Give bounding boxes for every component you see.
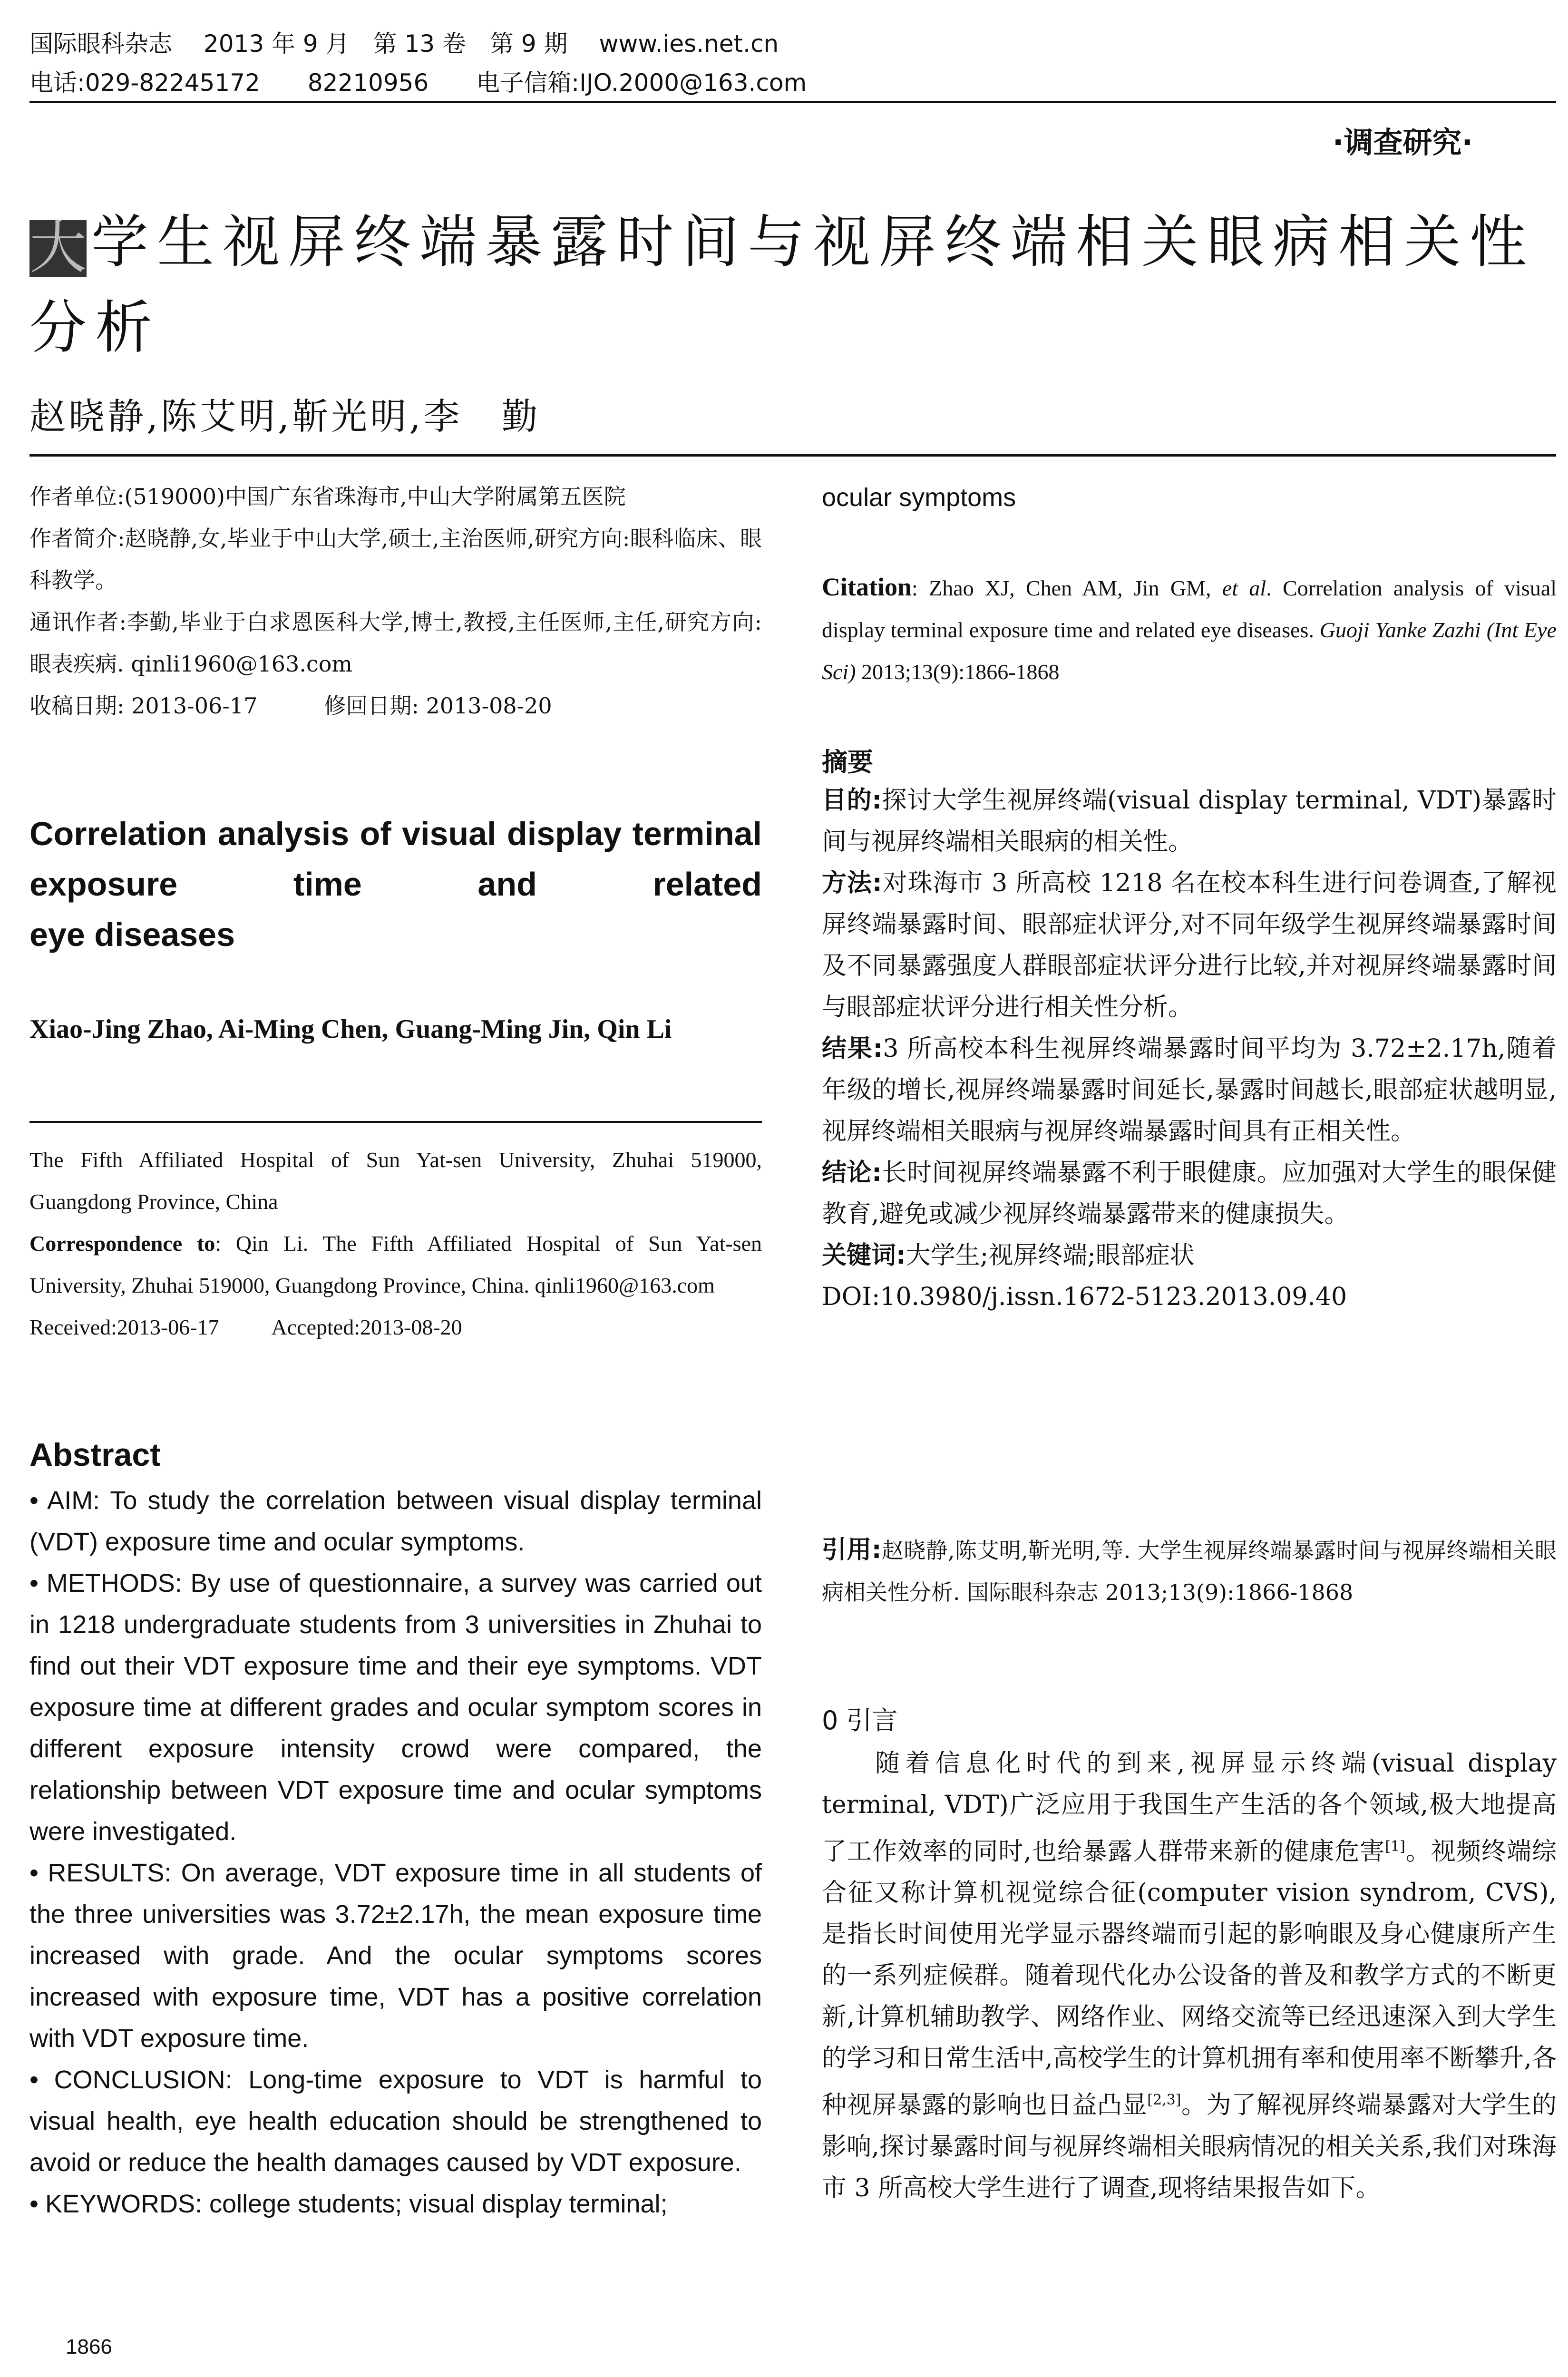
- abstract-cn-methods-text: 对珠海市 3 所高校 1218 名在校本科生进行问卷调查,了解视屏终端暴露时间、眼部症状评分,对不同年级学生视屏终端暴露时间及不同暴露强度人群眼部症状评分进行比较,并对视屏终端暴露时间与眼部症状评分进行相关性分析。: [822, 869, 1557, 1022]
- abstract-methods-text: METHODS: By use of questionnaire, a survey was carried out in 1218 undergraduate students from 3 universities in Zhuhai to find out their VDT exposure time and their eye symptoms. VDT exposure time at different grades and ocular symptom scores in different exposure intensity crowd were compared, the relationship between VDT exposure time and ocular symptoms were investigated.: [29, 1569, 762, 1846]
- journal-header-line1: 国际眼科杂志 2013 年 9 月 第 13 卷 第 9 期 www.ies.net.cn: [29, 30, 779, 58]
- citation-label: Citation: [822, 573, 912, 601]
- title-drop-char: 大: [29, 215, 87, 281]
- citation-text2: . Correlation analysis of visual display terminal exposure time and related eye diseases.: [822, 576, 1557, 642]
- dates-cn: [29, 685, 762, 727]
- ref-1: [1]: [1385, 1838, 1405, 1855]
- abstract-cn-conclusion-label: 结论:: [822, 1159, 882, 1187]
- abstract-heading: Abstract: [29, 1437, 161, 1473]
- citation-cn-label: 引用:: [822, 1536, 882, 1564]
- english-title-last: eye diseases: [29, 916, 235, 953]
- abstract-results: • RESULTS: On average, VDT exposure time in all students of the three universities was 3.72±2.17h, the mean exposure time increased with grade. And the ocular symptoms scores increased with exposure time, VDT has a positive correlation with VDT exposure time.: [29, 1859, 762, 2053]
- authors-chinese: 赵晓静,陈艾明,靳光明,李 勤: [29, 395, 541, 438]
- abstract-aim: • AIM: To study the correlation between visual display terminal (VDT) exposure time and ocular symptoms.: [29, 1486, 762, 1556]
- english-authors: Xiao-Jing Zhao, Ai-Ming Chen, Guang-Ming Jin, Qin Li: [29, 1014, 672, 1044]
- abstract-cn-aim-text: 探讨大学生视屏终端(visual display terminal, VDT)暴露时间与视屏终端相关眼病的相关性。: [822, 786, 1557, 856]
- intro-text1: 随着信息化时代的到来,视屏显示终端(visual display terminal, VDT)广泛应用于我国生产生活的各个领域,极大地提高了工作效率的同时,也给暴露人群带来新的健康危害: [822, 1749, 1557, 1866]
- title-rule: [29, 454, 1556, 457]
- author-info-cn: [29, 476, 762, 727]
- english-title-main: Correlation analysis of visual display terminal exposure time and related: [29, 815, 762, 903]
- citation-cn: [822, 1529, 1557, 1613]
- correspondence-label: Correspondence to: [29, 1231, 215, 1256]
- abstract-chinese: [822, 780, 1557, 1318]
- english-correspondence: [29, 1223, 762, 1306]
- intro-text3: 。为了解视屏终端暴露对大学生的影响,探讨暴露时间与视屏终端相关眼病情况的相关关系,我们对珠海市 3 所高校大学生进行了调查,现将结果报告如下。: [822, 2091, 1557, 2202]
- abstract-keywords-text: KEYWORDS: college students; visual display terminal;: [45, 2190, 668, 2218]
- revised-date-cn: 修回日期: 2013-08-20: [324, 693, 552, 719]
- abstract-english: [29, 1480, 762, 2225]
- abstract-cn-conclusion-text: 长时间视屏终端暴露不利于眼健康。应加强对大学生的眼保健教育,避免或减少视屏终端暴露带来的健康损失。: [822, 1159, 1557, 1228]
- abstract-cn-keywords-label: 关键词:: [822, 1241, 906, 1270]
- corresponding-author: 通讯作者:李勤,毕业于白求恩医科大学,博士,教授,主任医师,主任,研究方向:眼表疾病. qinli1960@163.com: [29, 609, 762, 677]
- citation-text3: 2013;13(9):1866-1868: [856, 660, 1060, 684]
- english-affiliation: The Fifth Affiliated Hospital of Sun Yat-sen University, Zhuhai 519000, Guangdong Province, China: [29, 1148, 762, 1214]
- english-title: [29, 809, 762, 960]
- intro-paragraph: [822, 1743, 1557, 2209]
- page-number: 1866: [66, 2335, 112, 2358]
- abstract-cn-results-text: 3 所高校本科生视屏终端暴露时间平均为 3.72±2.17h,随着年级的增长,视屏终端暴露时间延长,暴露时间越长,眼部症状越明显,视屏终端相关眼病与视屏终端暴露时间具有正相关性。: [822, 1034, 1557, 1146]
- english-authors-rule: [29, 1121, 762, 1123]
- citation-journal: Guoji Yanke Zazhi (Int Eye Sci): [822, 618, 1557, 684]
- ref-2-3: [2,3]: [1147, 2092, 1181, 2109]
- author-unit: 作者单位:(519000)中国广东省珠海市,中山大学附属第五医院: [29, 484, 626, 509]
- citation-text1: : Zhao XJ, Chen AM, Jin GM,: [912, 576, 1222, 600]
- citation-en: [822, 566, 1557, 693]
- section-tag: ·调查研究·: [1332, 125, 1473, 160]
- header-rule: [29, 101, 1556, 103]
- keywords-continued: ocular symptoms: [822, 483, 1016, 512]
- english-dates: [29, 1306, 762, 1348]
- abstract-cn-methods-label: 方法:: [822, 869, 882, 897]
- article-title: [29, 200, 1556, 371]
- abstract-conclusion-text: CONCLUSION: Long-time exposure to VDT is harmful to visual health, eye health education should be strengthened to avoid or reduce the health damages caused by VDT exposure.: [29, 2065, 762, 2177]
- received-date-en: Received:2013-06-17: [29, 1315, 219, 1339]
- abstract-results-text: RESULTS: On average, VDT exposure time in all students of the three universities was 3.72±2.17h, the mean exposure time increased with grade. And the ocular symptoms scores increased with exposure time, VDT has a positive correlation with VDT exposure time.: [29, 1859, 762, 2053]
- intro-heading: 0 引言: [822, 1705, 898, 1735]
- citation-etal: et al: [1222, 576, 1266, 600]
- received-date-cn: 收稿日期: 2013-06-17: [29, 693, 258, 719]
- english-author-info: [29, 1139, 762, 1348]
- correspondence-text: : Qin Li. The Fifth Affiliated Hospital of Sun Yat-sen University, Zhuhai 519000, Guangdong Province, China. qinli1960@163.com: [29, 1231, 762, 1297]
- abstract-conclusion: • CONCLUSION: Long-time exposure to VDT is harmful to visual health, eye health education should be strengthened to avoid or reduce the health damages caused by VDT exposure.: [29, 2065, 762, 2177]
- abstract-cn-heading: 摘要: [822, 747, 873, 777]
- accepted-date-en: Accepted:2013-08-20: [271, 1315, 462, 1339]
- abstract-cn-conclusion: [822, 1152, 1557, 1235]
- abstract-cn-aim: [822, 780, 1557, 863]
- abstract-aim-text: AIM: To study the correlation between visual display terminal (VDT) exposure time and ocular symptoms.: [29, 1486, 762, 1556]
- journal-header-line2: 电话:029-82245172 82210956 电子信箱:IJO.2000@163.com: [29, 69, 807, 97]
- intro-text2: 。视频终端综合征又称计算机视觉综合征(computer vision syndrom, CVS),是指长时间使用光学显示器终端而引起的影响眼及身心健康所产生的一系列症候群。随着现代化办公设备的普及和教学方式的不断更新,计算机辅助教学、网络作业、网络交流等已经迅速深入到大学生的学习和日常生活中,高校学生的计算机拥有率和使用率不断攀升,各种视屏暴露的影响也日益凸显: [822, 1837, 1557, 2120]
- citation-cn-text: 赵晓静,陈艾明,靳光明,等. 大学生视屏终端暴露时间与视屏终端相关眼病相关性分析. 国际眼科杂志 2013;13(9):1866-1868: [822, 1538, 1557, 1605]
- author-bio: 作者简介:赵晓静,女,毕业于中山大学,硕士,主治医师,研究方向:眼科临床、眼科教学。: [29, 526, 762, 593]
- doi: DOI:10.3980/j.issn.1672-5123.2013.09.40: [822, 1283, 1347, 1311]
- abstract-keywords: • KEYWORDS: college students; visual display terminal;: [29, 2190, 668, 2218]
- abstract-cn-results-label: 结果:: [822, 1034, 883, 1063]
- article-title-text: 学生视屏终端暴露时间与视屏终端相关眼病相关性分析: [29, 209, 1535, 361]
- abstract-methods: • METHODS: By use of questionnaire, a survey was carried out in 1218 undergraduate students from 3 universities in Zhuhai to find out their VDT exposure time and their eye symptoms. VDT exposure time at different grades and ocular symptom scores in different exposure intensity crowd were compared, the relationship between VDT exposure time and ocular symptoms were investigated.: [29, 1569, 762, 1846]
- abstract-cn-keywords: [822, 1235, 1557, 1276]
- abstract-cn-results: [822, 1028, 1557, 1152]
- abstract-cn-aim-label: 目的:: [822, 786, 882, 815]
- abstract-cn-methods: [822, 863, 1557, 1028]
- abstract-cn-keywords-text: 大学生;视屏终端;眼部症状: [906, 1241, 1195, 1270]
